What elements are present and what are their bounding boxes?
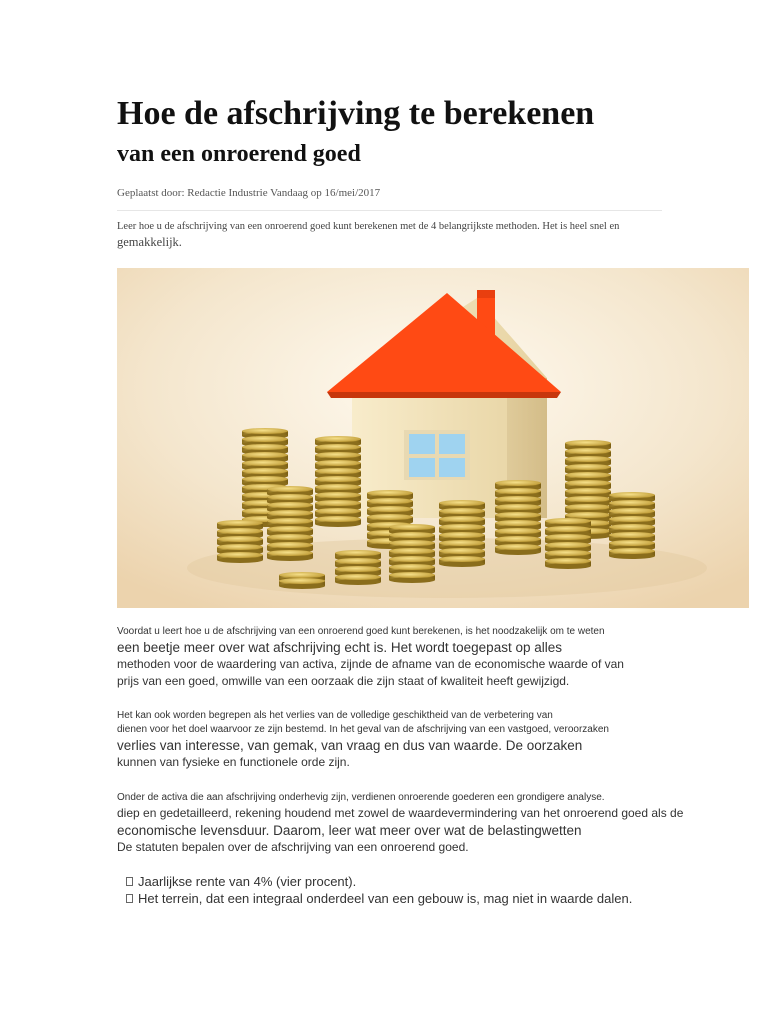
paragraph-line: dienen voor het doel waarvoor ze zijn bestemd. In het geval van de afschrijving van een vastgoed, veroorzaken (117, 724, 609, 735)
paragraph-line: kunnen van fysieke en functionele orde zijn. (117, 755, 350, 769)
paragraph-line: De statuten bepalen over de afschrijving van een onroerend goed. (117, 840, 469, 854)
coin-stack-center-left (315, 436, 361, 527)
bullet-text: Jaarlijkse rente van 4% (vier procent). (138, 874, 357, 889)
coin-stack-front-left (267, 486, 313, 561)
box-glyph-icon (126, 877, 133, 886)
paragraph-line: een beetje meer over wat afschrijving echt is. Het wordt toegepast op alles (117, 640, 562, 655)
bullet-item (126, 873, 726, 890)
paragraph (117, 791, 717, 856)
paragraph-line: methoden voor de waardering van activa, zijnde de afname van de economische waarde of van (117, 657, 624, 671)
byline-divider (117, 210, 662, 211)
paragraph (117, 625, 717, 690)
coin-stack-right-mid (495, 480, 541, 555)
paragraph-line: prijs van een goed, omwille van een oorzaak die zijn staat of kwaliteit heeft gewijzigd. (117, 674, 570, 688)
hero-image (117, 268, 749, 608)
paragraph-line: Onder de activa die aan afschrijving onderhevig zijn, verdienen onroerende goederen een grondigere analyse. (117, 792, 605, 803)
coin-stack-far-right (609, 492, 655, 559)
bullet-text: Het terrein, dat een integraal onderdeel van een gebouw is, mag niet in waarde dalen. (138, 891, 633, 906)
article-title: Hoe de afschrijving te berekenen (117, 95, 595, 132)
coin-stack-right-front (545, 518, 591, 569)
coin-stack-left-front (335, 550, 381, 585)
article-intro (117, 220, 677, 250)
intro-line: Leer hoe u de afschrijving van een onroerend goed kunt berekenen met de 4 belangrijkste methoden. Het is heel snel en (117, 221, 620, 232)
article-byline: Geplaatst door: Redactie Industrie Vandaag op 16/mei/2017 (117, 187, 381, 199)
paragraph-line: verlies van interesse, van gemak, van vraag en dus van waarde. De oorzaken (117, 738, 583, 753)
paragraph (117, 709, 717, 771)
coin-stack-center-front (389, 524, 435, 583)
paragraph-line: Voordat u leert hoe u de afschrijving van een onroerend goed kunt berekenen, is het noodzakelijk om te weten (117, 626, 605, 637)
box-glyph-icon (126, 894, 133, 903)
bullet-item (126, 890, 726, 907)
paragraph-line: diep en gedetailleerd, rekening houdend met zowel de waardevermindering van het onroerend goed als de (117, 806, 684, 820)
paragraph-line: Het kan ook worden begrepen als het verlies van de volledige geschiktheid van de verbetering van (117, 710, 553, 721)
coin-stack-front-right (439, 500, 485, 567)
coin-stack-short-left (217, 520, 263, 563)
article-subtitle: van een onroerend goed (117, 141, 361, 167)
paragraph-line: economische levensduur. Daarom, leer wat meer over wat de belastingwetten (117, 823, 582, 838)
intro-line: gemakkelijk. (117, 235, 182, 249)
coin-single-loose (279, 572, 325, 589)
bullet-list (126, 873, 726, 907)
